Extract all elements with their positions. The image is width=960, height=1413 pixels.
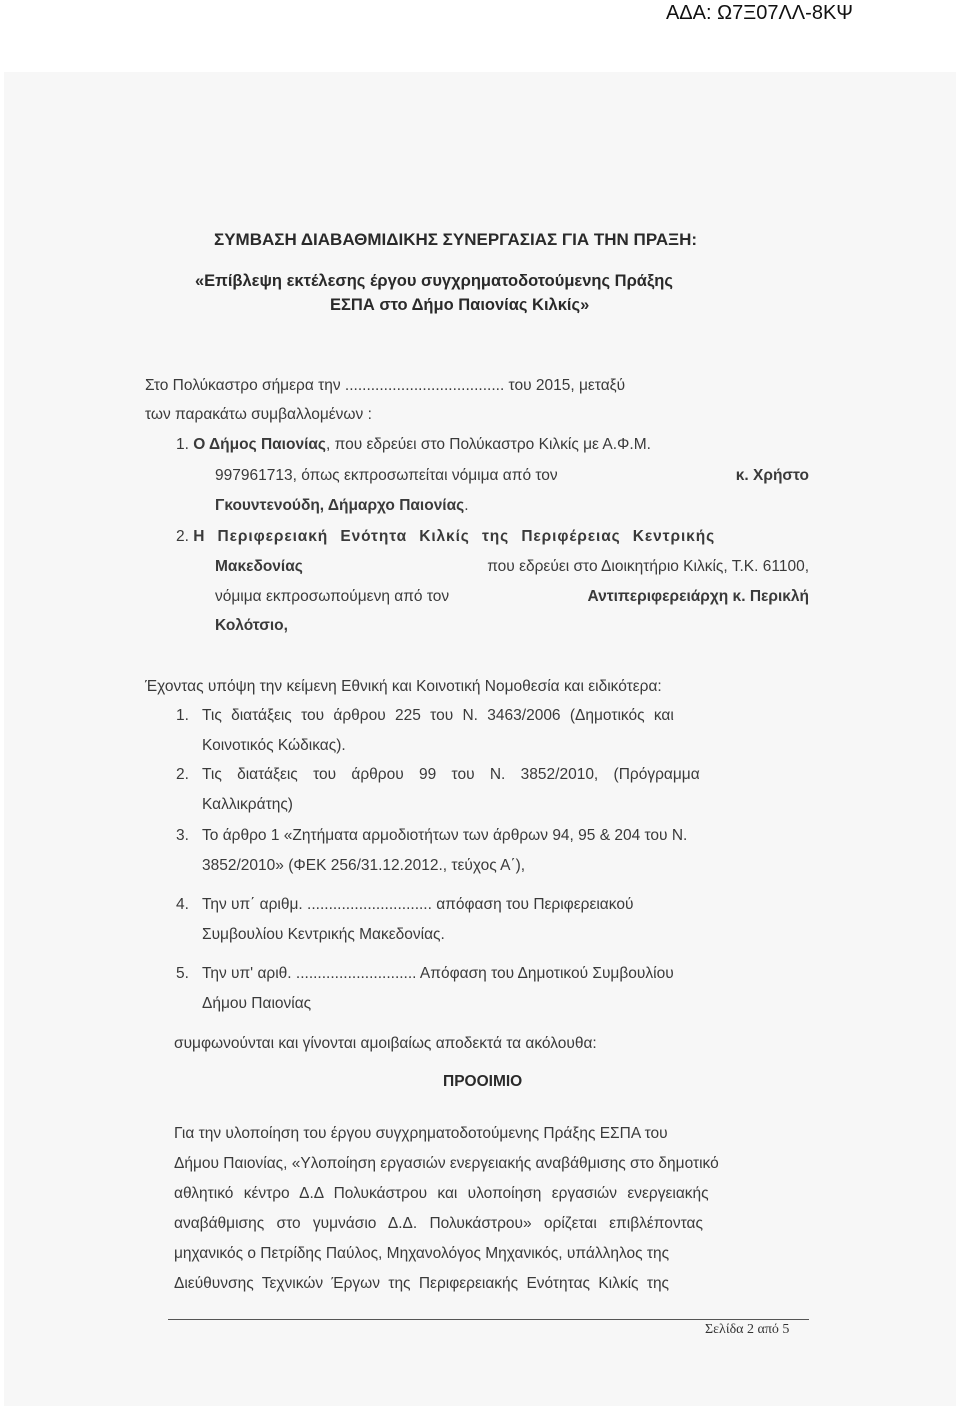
agreement-statement: συμφωνούνται και γίνονται αμοιβαίως αποδεκτά τα ακόλουθα: (174, 1035, 597, 1052)
preamble-line: μηχανικός ο Πετρίδης Παύλος, Μηχανολόγος Μηχανικός, υπάλληλος της (174, 1245, 670, 1262)
law-3-line1: Το άρθρο 1 «Ζητήματα αρμοδιοτήτων των άρθρων 94, 95 & 204 του Ν. (202, 827, 688, 844)
preamble-line: Διεύθυνσης Τεχνικών Έργων της Περιφερειακής Ενότητας Κιλκίς της (174, 1275, 670, 1292)
preamble-line: Δήμου Παιονίας, «Υλοποίηση εργασιών ενεργειακής αναβάθμισης στο δημοτικό (174, 1155, 719, 1172)
law-4-line1: Την υπ΄ αριθμ. ............................. απόφαση του Περιφερειακού (202, 896, 634, 913)
contract-subtitle-line2: ΕΣΠΑ στο Δήμο Παιονίας Κιλκίς» (330, 296, 590, 314)
law-3-line2: 3852/2010» (ΦΕΚ 256/31.12.2012., τεύχος Α΄), (202, 857, 526, 874)
party-1-period: . (464, 497, 469, 514)
party-1-line2 (215, 467, 809, 485)
law-4-number: 4. (176, 896, 189, 913)
party-2-line3 (215, 588, 809, 606)
law-5-number: 5. (176, 965, 189, 982)
law-2-line1: Τις διατάξεις του άρθρου 99 του Ν. 3852/2010, (Πρόγραμμα (202, 766, 700, 783)
party-1-mayor: Γκουντενούδη, Δήμαρχο Παιονίας (215, 497, 465, 514)
party-1-afm: 997961713, όπως εκπροσωπείται νόμιμα από τον (215, 467, 558, 484)
ada-stamp: ΑΔΑ: Ω7Ξ07ΛΛ-8ΚΨ (665, 2, 853, 24)
law-2-number: 2. (176, 766, 189, 783)
party-1-line3 (215, 497, 469, 515)
law-1-number: 1. (176, 707, 189, 724)
party-2-seat: που εδρεύει στο Διοικητήριο Κιλκίς, Τ.Κ. 61100, (487, 558, 809, 575)
party-1-name: Ο Δήμος Παιονίας (193, 436, 326, 453)
party-1-representative: κ. Χρήστο (735, 467, 809, 484)
contract-title: ΣΥΜΒΑΣΗ ΔΙΑΒΑΘΜΙΔΙΚΗΣ ΣΥΝΕΡΓΑΣΙΑΣ ΓΙΑ ΤΗΝ ΠΡΑΞΗ: (214, 230, 698, 249)
footer-rule (168, 1319, 809, 1320)
law-1-line2: Κοινοτικός Κώδικας). (202, 737, 346, 754)
intro-line1: Στο Πολύκαστρο σήμερα την ..................................... του 2015, μεταξύ (145, 377, 626, 394)
party-1-number: 1. (176, 436, 189, 453)
party-2-line1 (176, 528, 810, 546)
law-1-line1: Τις διατάξεις του άρθρου 225 του Ν. 3463/2006 (Δημοτικός και (202, 707, 674, 724)
legislation-intro: Έχοντας υπόψη την κείμενη Εθνική και Κοινοτική Νομοθεσία και ειδικότερα: (145, 678, 662, 695)
preamble-line: αναβάθμισης στο γυμνάσιο Δ.Δ. Πολυκάστρου» ορίζεται επιβλέποντας (174, 1215, 703, 1232)
party-2-represented: νόμιμα εκπροσωπούμενη από τον (215, 588, 450, 605)
law-4-line2: Συμβουλίου Κεντρικής Μακεδονίας. (202, 926, 445, 943)
law-5-line2: Δήμου Παιονίας (202, 995, 312, 1012)
preamble-line: αθλητικό κέντρο Δ.Δ Πολυκάστρου και υλοποίηση εργασιών ενεργειακής (174, 1185, 709, 1202)
party-2-number: 2. (176, 528, 189, 545)
preamble-line: Για την υλοποίηση του έργου συγχρηματοδοτούμενης Πράξης ΕΣΠΑ του (174, 1125, 668, 1142)
law-5-line1: Την υπ' αριθ. ............................ Απόφαση του Δημοτικού Συμβουλίου (202, 965, 674, 982)
page-number: Σελίδα 2 από 5 (705, 1322, 790, 1337)
intro-line2: των παρακάτω συμβαλλομένων : (145, 406, 372, 423)
preamble-heading: ΠΡΟΟΙΜΙΟ (443, 1073, 523, 1090)
party-2-line2 (215, 558, 809, 576)
law-3-number: 3. (176, 827, 189, 844)
party-1-line1 (176, 436, 651, 454)
party-2-name: Η Περιφερειακή Ενότητα Κιλκίς της Περιφέρειας Κεντρικής (193, 528, 716, 545)
party-1-seat: , που εδρεύει στο Πολύκαστρο Κιλκίς με Α.Φ.Μ. (325, 436, 651, 453)
party-2-line4: Κολότσιο, (215, 617, 288, 634)
party-2-name-cont: Μακεδονίας (215, 558, 303, 575)
contract-subtitle-line1: «Επίβλεψη εκτέλεσης έργου συγχρηματοδοτούμενης Πράξης (195, 272, 673, 290)
law-2-line2: Καλλικράτης) (202, 796, 293, 813)
party-2-representative: Αντιπεριφερειάρχη κ. Περικλή (587, 588, 809, 605)
